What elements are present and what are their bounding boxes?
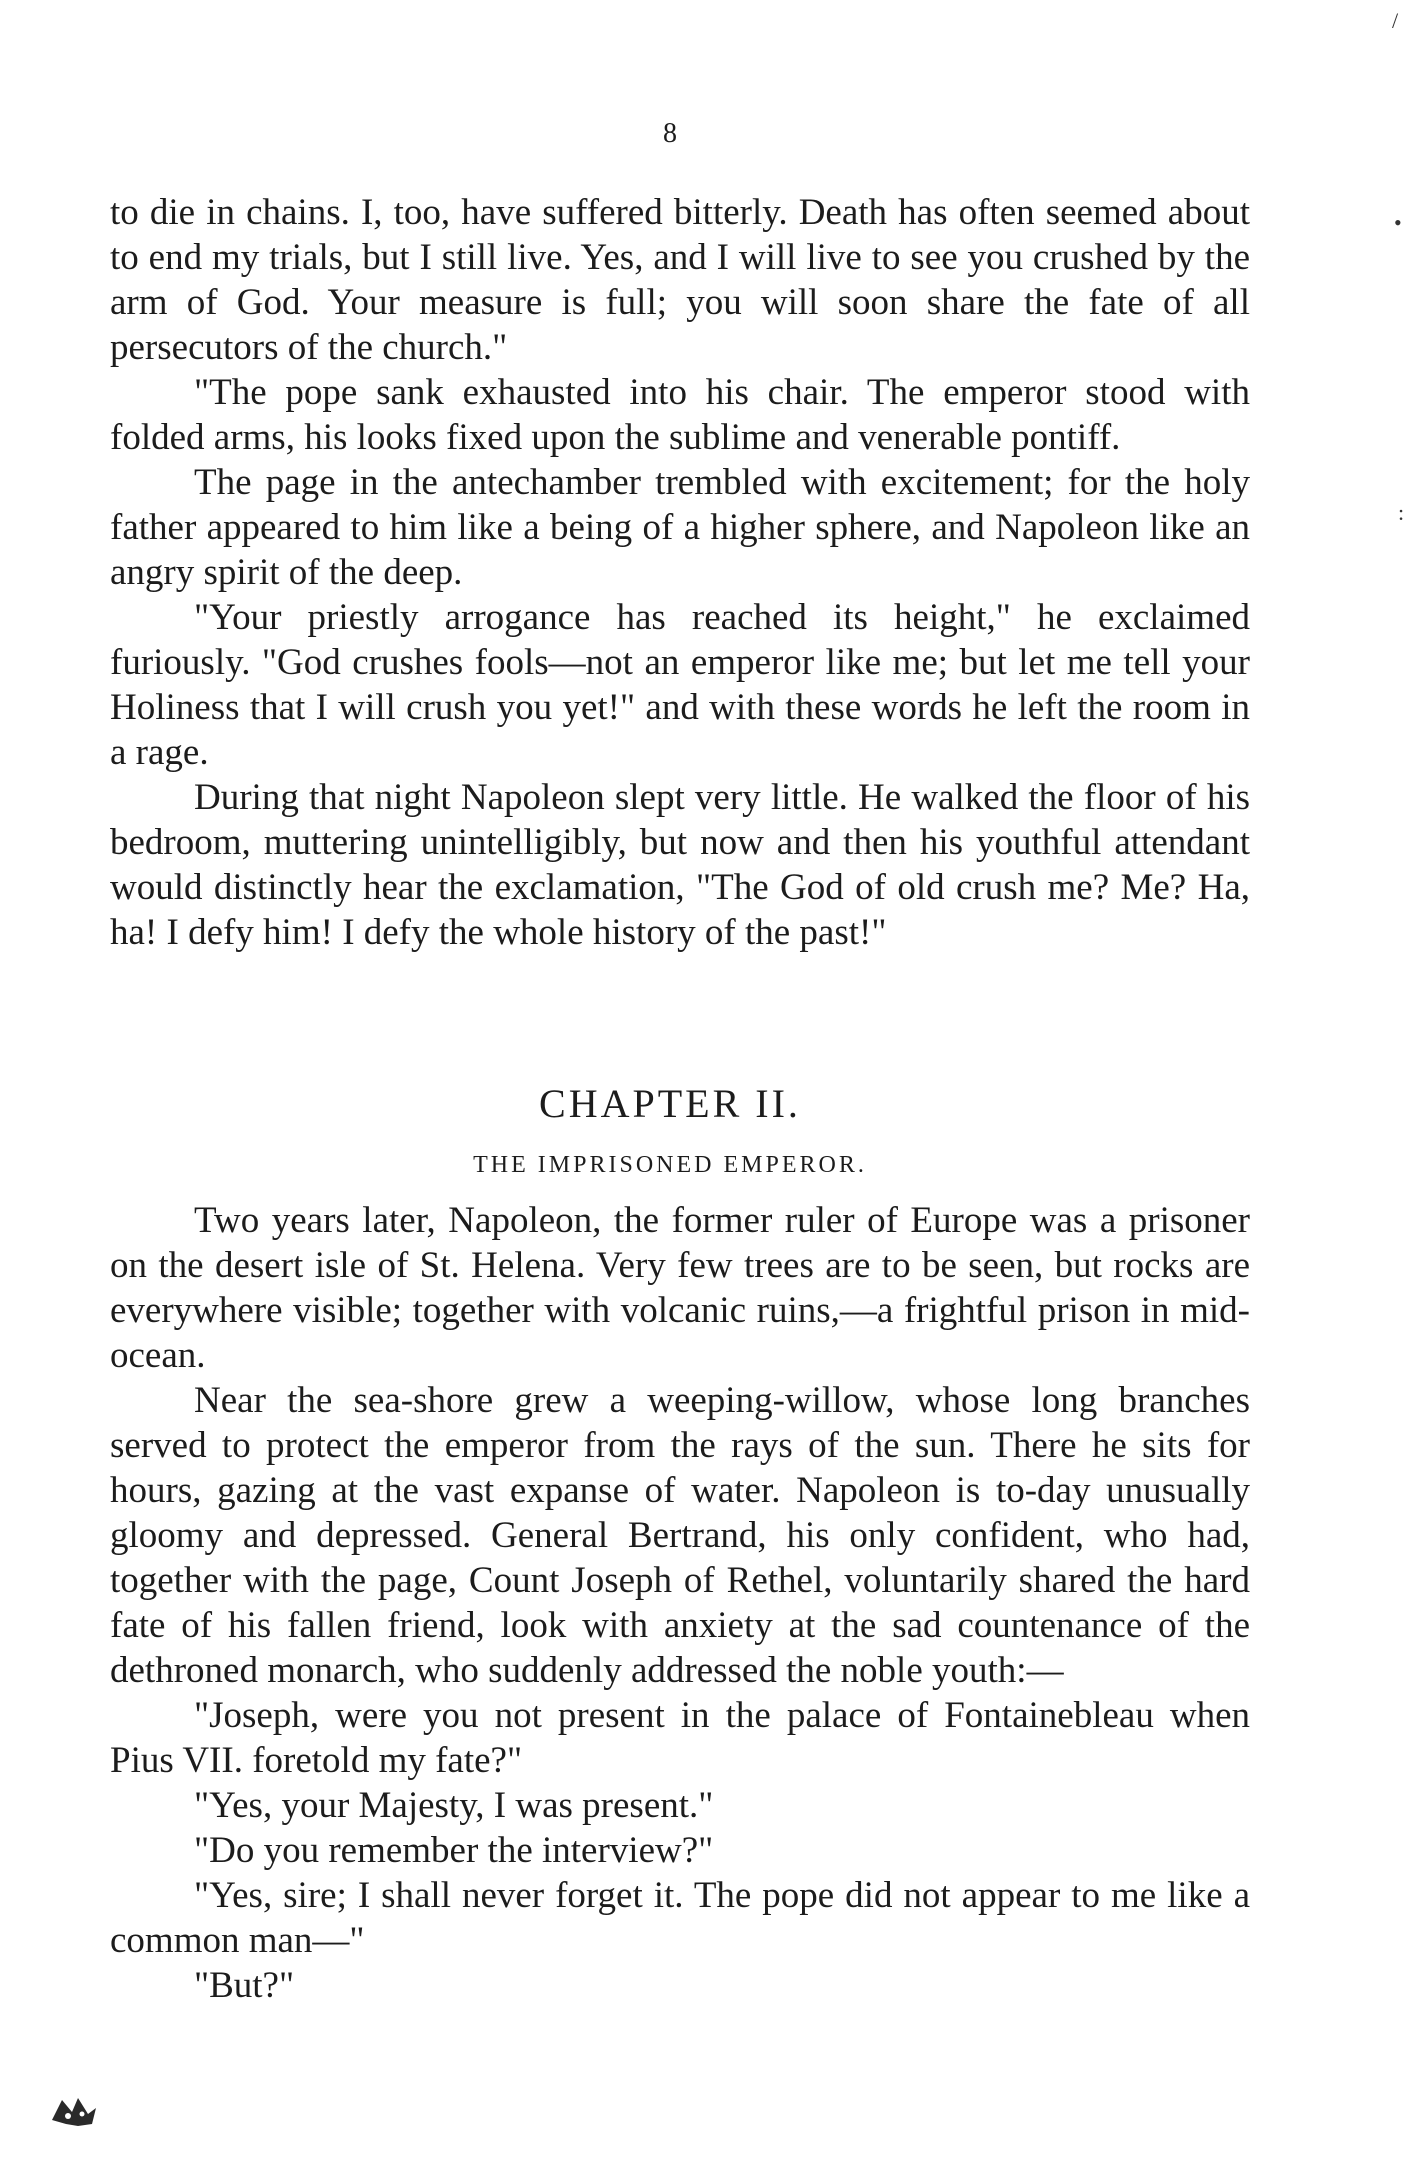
paragraph: "Your priestly arrogance has reached its height," he exclaimed furiously. "God crushes fools—not an emperor like me; but let me tell your Holiness that I will crush you yet!" and with these words he left the room in a rage. [110, 597, 1250, 773]
chapter-heading: CHAPTER II. [539, 1081, 801, 1126]
paragraph: to die in chains. I, too, have suffered bitterly. Death has often seemed about to end my trials, but I still live. Yes, and I will live to see you crushed by the arm of God. Your measure is full; you will soon share the fate of all persecutors of the church." [110, 192, 1250, 368]
margin-mark: : [1398, 500, 1405, 525]
margin-mark: • [1394, 210, 1402, 235]
margin-mark: / [1392, 8, 1399, 33]
paragraph: "The pope sank exhausted into his chair. The emperor stood with folded arms, his looks fixed upon the sublime and venerable pontiff. [110, 372, 1250, 458]
paragraph: "Joseph, were you not present in the palace of Fontainebleau when Pius VII. foretold my fate?" [110, 1695, 1250, 1781]
library-stamp-icon [48, 2090, 100, 2130]
section-two-text [110, 1198, 1250, 2008]
paragraph: "But?" [194, 1965, 295, 2006]
chapter-subtitle: THE IMPRISONED EMPEROR. [473, 1152, 867, 1178]
paragraph: "Yes, sire; I shall never forget it. The pope did not appear to me like a common man—" [110, 1875, 1250, 1961]
paragraph: Two years later, Napoleon, the former ruler of Europe was a prisoner on the desert isle of St. Helena. Very few trees are to be seen, but rocks are everywhere visible; together with volcanic ruins,—a frightful prison in mid-ocean. [110, 1200, 1250, 1376]
page-number: 8 [663, 118, 677, 149]
paragraph: "Yes, your Majesty, I was present." [194, 1785, 714, 1826]
section-one-text [110, 190, 1250, 955]
paragraph: The page in the antechamber trembled with excitement; for the holy father appeared to him like a being of a higher sphere, and Napoleon like an angry spirit of the deep. [110, 462, 1250, 593]
paragraph: During that night Napoleon slept very little. He walked the floor of his bedroom, muttering unintelligibly, but now and then his youthful attendant would distinctly hear the exclamation, "The God of old crush me? Me? Ha, ha! I defy him! I defy the whole history of the past!" [110, 777, 1250, 953]
paragraph: "Do you remember the interview?" [194, 1830, 714, 1871]
paragraph: Near the sea-shore grew a weeping-willow, whose long branches served to protect the emperor from the rays of the sun. There he sits for hours, gazing at the vast expanse of water. Napoleon is to-day unusually gloomy and depressed. General Bertrand, his only confident, who had, together with the page, Count Joseph of Rethel, voluntarily shared the hard fate of his fallen friend, look with anxiety at the sad countenance of the dethroned monarch, who suddenly addressed the noble youth:— [110, 1380, 1250, 1691]
